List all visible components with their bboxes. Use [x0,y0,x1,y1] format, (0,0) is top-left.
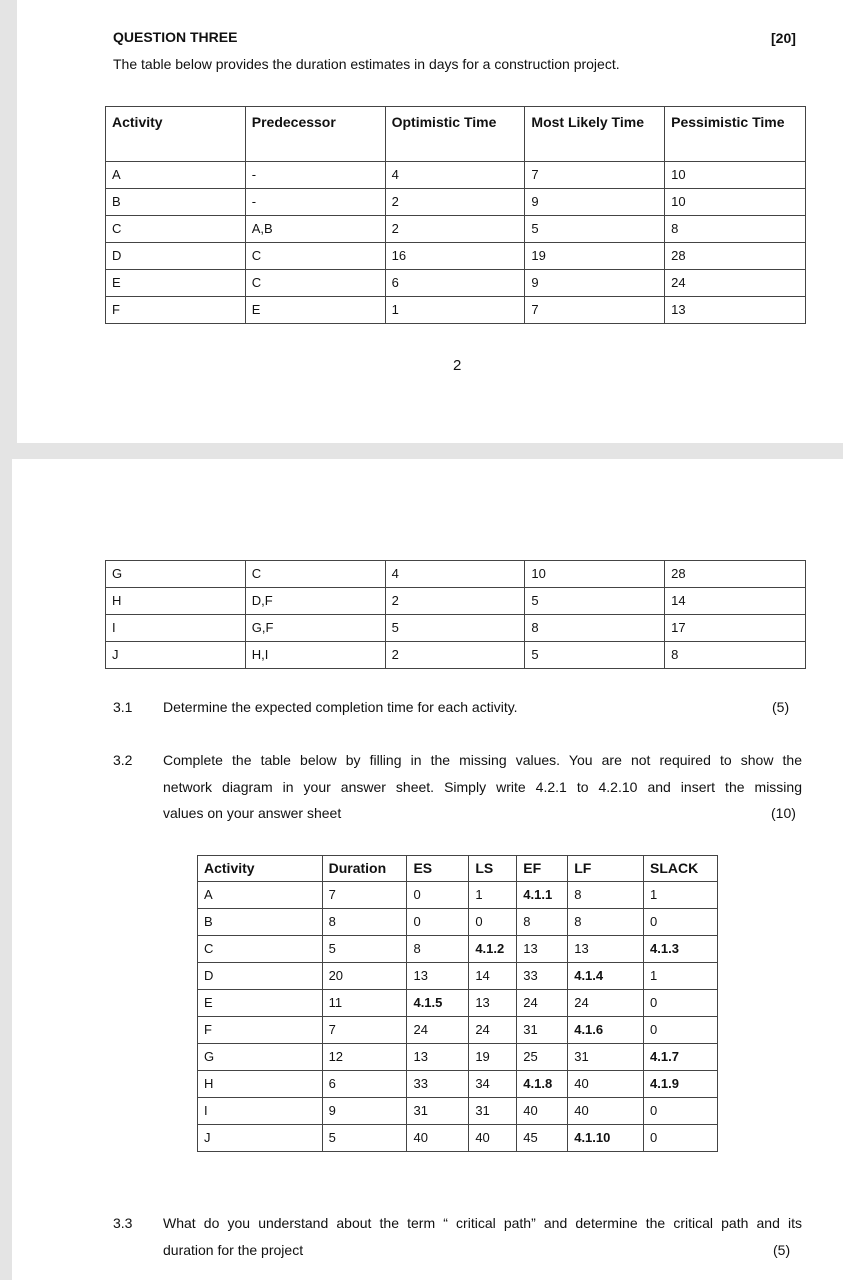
q31-number: 3.1 [113,699,133,715]
table-cell: 4.1.9 [644,1071,718,1098]
table-cell: 8 [407,936,469,963]
table-cell: 40 [517,1098,568,1125]
table-cell: C [198,936,323,963]
table-cell: 13 [407,963,469,990]
table-cell: 40 [568,1098,644,1125]
table-cell: 8 [665,642,806,669]
table-cell: 7 [525,297,665,324]
table-cell: 5 [322,1125,407,1152]
table-row [198,963,718,990]
table-cell: A [106,162,246,189]
table-cell: 4.1.5 [407,990,469,1017]
table-cell: 28 [665,243,806,270]
schedule-header: LS [469,856,517,882]
table-cell: 2 [385,588,525,615]
table-cell: D,F [245,588,385,615]
table-cell: F [106,297,246,324]
table-cell: C [245,561,385,588]
table-cell: 14 [665,588,806,615]
table-cell: 4.1.6 [568,1017,644,1044]
table-cell: 0 [407,882,469,909]
table-cell: A,B [245,216,385,243]
q32-line3: values on your answer sheet [163,805,342,821]
table-cell: 13 [469,990,517,1017]
duration-estimates-table [105,106,806,324]
table-cell: 17 [665,615,806,642]
table-row [198,1071,718,1098]
table-cell: E [198,990,323,1017]
table-cell: 19 [525,243,665,270]
table-cell: 0 [644,909,718,936]
table-cell: D [106,243,246,270]
table-cell: G [106,561,246,588]
table-cell: E [245,297,385,324]
table-cell: 9 [525,189,665,216]
table-cell: 4.1.8 [517,1071,568,1098]
table-cell: 6 [385,270,525,297]
table-cell: 24 [469,1017,517,1044]
table-row [106,162,806,189]
table-cell: B [198,909,323,936]
table-cell: 4.1.10 [568,1125,644,1152]
table-cell: H,I [245,642,385,669]
estimates-header: Predecessor [245,107,385,162]
table-cell: 1 [385,297,525,324]
table-cell: G [198,1044,323,1071]
table-cell: 8 [568,882,644,909]
table-cell: 40 [407,1125,469,1152]
table-cell: 40 [568,1071,644,1098]
table-cell: 24 [517,990,568,1017]
table-cell: C [245,270,385,297]
q32-line2: network diagram in your answer sheet. Simply write 4.2.1 to 4.2.10 and insert the missing [163,779,802,795]
q32-number: 3.2 [113,752,133,768]
table-cell: H [106,588,246,615]
table-row [198,1017,718,1044]
table-cell: 12 [322,1044,407,1071]
table-row [106,615,806,642]
table-cell: G,F [245,615,385,642]
table-cell: 34 [469,1071,517,1098]
page-number: 2 [453,357,462,374]
table-cell: 4.1.3 [644,936,718,963]
table-cell: 0 [469,909,517,936]
table-cell: 2 [385,189,525,216]
table-cell: 4.1.4 [568,963,644,990]
table-cell: 1 [644,882,718,909]
table-row [106,561,806,588]
table-cell: 8 [665,216,806,243]
table-cell: 4.1.7 [644,1044,718,1071]
table-cell: 10 [665,189,806,216]
table-cell: 4.1.1 [517,882,568,909]
schedule-header: Activity [198,856,323,882]
table-cell: 1 [469,882,517,909]
table-row [106,297,806,324]
table-cell: 4 [385,162,525,189]
table-cell: 7 [525,162,665,189]
table-cell: 5 [322,936,407,963]
table-cell: 25 [517,1044,568,1071]
table-cell: 28 [665,561,806,588]
table-row [106,642,806,669]
table-cell: J [106,642,246,669]
table-cell: D [198,963,323,990]
q32-line1: Complete the table below by filling in the missing values. You are not required to show the [163,752,802,768]
table-cell: 19 [469,1044,517,1071]
schedule-table [197,855,718,1152]
table-cell: 0 [644,1125,718,1152]
table-cell: 8 [525,615,665,642]
table-cell: - [245,162,385,189]
table-cell: 24 [568,990,644,1017]
table-row [106,216,806,243]
table-cell: 33 [517,963,568,990]
table-row [198,882,718,909]
table-cell: 0 [407,909,469,936]
table-row [106,588,806,615]
q31-text: Determine the expected completion time for each activity. [163,699,518,715]
table-cell: 20 [322,963,407,990]
table-cell: 31 [469,1098,517,1125]
table-cell: 5 [385,615,525,642]
q33-line1: What do you understand about the term “ critical path” and determine the critical path and its [163,1215,802,1231]
table-cell: 9 [322,1098,407,1125]
table-cell: 1 [644,963,718,990]
table-row [198,936,718,963]
schedule-header: LF [568,856,644,882]
table-cell: 40 [469,1125,517,1152]
table-row [198,1125,718,1152]
table-cell: 10 [665,162,806,189]
table-cell: 10 [525,561,665,588]
table-cell: 8 [517,909,568,936]
q33-line2: duration for the project [163,1242,304,1258]
table-row [198,1098,718,1125]
estimates-header: Most Likely Time [525,107,665,162]
table-cell: 31 [517,1017,568,1044]
table-row [106,243,806,270]
table-row [198,909,718,936]
schedule-header: Duration [322,856,407,882]
table-cell: 4 [385,561,525,588]
table-row [106,189,806,216]
table-cell: 6 [322,1071,407,1098]
table-cell: 8 [322,909,407,936]
schedule-header: ES [407,856,469,882]
table-cell: 2 [385,216,525,243]
table-cell: C [245,243,385,270]
table-cell: 2 [385,642,525,669]
table-cell: 5 [525,642,665,669]
table-cell: 33 [407,1071,469,1098]
table-cell: 13 [407,1044,469,1071]
table-cell: 16 [385,243,525,270]
table-cell: 8 [568,909,644,936]
table-cell: B [106,189,246,216]
estimates-header: Activity [106,107,246,162]
table-cell: J [198,1125,323,1152]
table-cell: 31 [407,1098,469,1125]
table-cell: 13 [568,936,644,963]
schedule-header: EF [517,856,568,882]
table-cell: E [106,270,246,297]
question-intro: The table below provides the duration estimates in days for a construction project. [113,56,620,72]
q33-marks: (5) [773,1242,791,1258]
table-cell: 13 [517,936,568,963]
table-row [198,990,718,1017]
q33-number: 3.3 [113,1215,133,1231]
table-cell: 0 [644,1098,718,1125]
table-cell: 5 [525,588,665,615]
q31-marks: (5) [772,699,790,715]
table-cell: 24 [665,270,806,297]
estimates-header: Pessimistic Time [665,107,806,162]
table-cell: 13 [665,297,806,324]
table-row [106,270,806,297]
estimates-header: Optimistic Time [385,107,525,162]
table-cell: 9 [525,270,665,297]
table-cell: 45 [517,1125,568,1152]
table-cell: I [198,1098,323,1125]
table-cell: 14 [469,963,517,990]
q32-marks: (10) [771,805,796,821]
schedule-header: SLACK [644,856,718,882]
table-cell: 7 [322,1017,407,1044]
table-cell: C [106,216,246,243]
table-cell: 0 [644,1017,718,1044]
table-cell: 24 [407,1017,469,1044]
table-cell: H [198,1071,323,1098]
table-cell: A [198,882,323,909]
duration-estimates-table-continued [105,560,806,669]
question-title: QUESTION THREE [113,29,238,45]
table-cell: 4.1.2 [469,936,517,963]
table-cell: 31 [568,1044,644,1071]
table-cell: 11 [322,990,407,1017]
table-cell: 5 [525,216,665,243]
question-marks: [20] [771,30,796,46]
table-cell: - [245,189,385,216]
table-cell: I [106,615,246,642]
table-cell: 7 [322,882,407,909]
table-cell: 0 [644,990,718,1017]
table-row [198,1044,718,1071]
table-cell: F [198,1017,323,1044]
